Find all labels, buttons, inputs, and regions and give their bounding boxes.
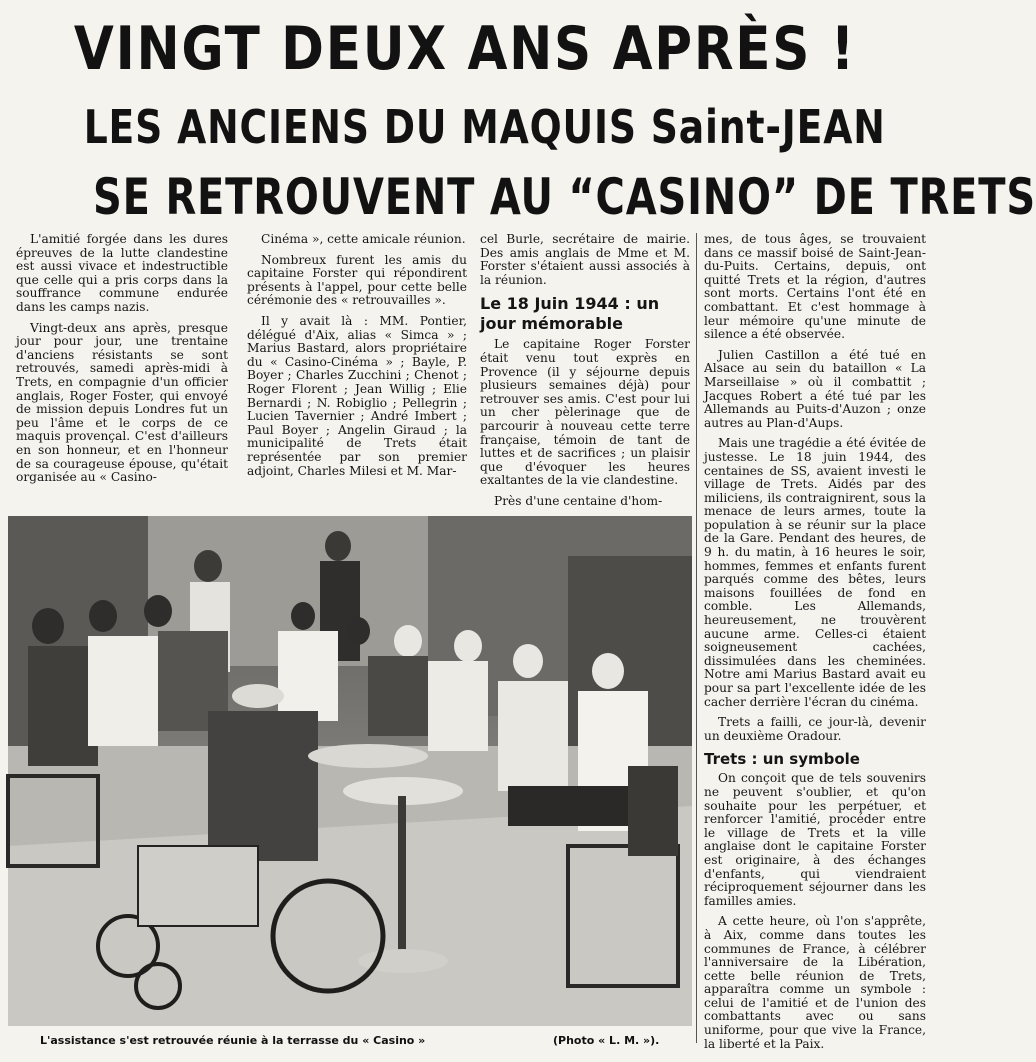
paragraph: On conçoit que de tels souvenirs ne peuvent s'oublier, et qu'on souhaite pour les perpétuer, et renforcer l'amitié, procéder entre le village de Trets et la ville anglaise dont le capitaine Forster est originaire, à des échanges d'enfants, qui viendraient réciproquement séjourner dans les familles amies. xyxy=(704,771,926,908)
paragraph: Le capitaine Roger Forster était venu tout exprès en Provence (il y séjourne depuis plusieurs semaines déjà) pour retrouver ses amis. C'est pour lui un cher pèlerinage que de parcourir à nouveau cette terre française, témoin de tant de luttes et de sacrifices ; un plaisir que d'évoquer les heures exaltantes de la vie clandestine. xyxy=(480,337,690,488)
photo-illustration xyxy=(8,516,692,1026)
paragraph: mes, de tous âges, se trouvaient dans ce massif boisé de Saint-Jean-du-Puits. Certains, depuis, ont quitté Trets et la région, d'autres sont morts. Certains l'ont été en combattant. Et c'est hommage à leur mémoire qu'une minute de silence a été observée. xyxy=(704,232,926,342)
article-column-1 xyxy=(16,233,228,492)
photo-credit: (Photo « L. M. »). xyxy=(553,1034,660,1047)
paragraph: Trets a failli, ce jour-là, devenir un deuxième Oradour. xyxy=(704,715,926,743)
section-heading: Trets : un symbole xyxy=(704,750,860,769)
headline-main: VINGT DEUX ANS APRÈS ! xyxy=(73,14,857,84)
paragraph: cel Burle, secrétaire de mairie. Des amis anglais de Mme et M. Forster s'étaient aussi associés à la réunion. xyxy=(480,232,690,287)
article-column-2 xyxy=(247,233,467,485)
article-column-4 xyxy=(704,233,926,1058)
paragraph: Nombreux furent les amis du capitaine Forster qui répondirent présents à l'appel, pour cette belle cérémonie des « retrouvailles ». xyxy=(247,252,467,308)
paragraph: Vingt-deux ans après, presque jour pour jour, une trentaine d'anciens résistants se sont retrouvés, samedi après-midi à Trets, en compagnie d'un officier anglais, Roger Foster, qui envoyé de mission depuis Londres fut un peu l'âme et le corps de ce maquis provençal. C'est d'ailleurs en son honneur, et en l'honneur de sa courageuse épouse, qu'était organisée au « Casino- xyxy=(16,320,228,485)
photo-caption xyxy=(40,1034,690,1047)
paragraph: Il y avait là : MM. Pontier, délégué d'Aix, alias « Simca » ; Marius Bastard, alors propriétaire du « Casino-Cinéma » ; Bayle, P. Boyer ; Charles Zucchini ; Chenot ; Roger Florent ; Jean Willig ; Elie Bernardi ; N. Robiglio ; Pellegrin ; Lucien Tavernier ; André Imbert ; Paul Boyer ; Angelin Giraud ; la municipalité de Trets était représentée par son premier adjoint, Charles Milesi et M. Mar- xyxy=(247,313,467,478)
paragraph: Cinéma », cette amicale réunion. xyxy=(261,232,466,246)
headline-subtitle: LES ANCIENS DU MAQUIS Saint-JEAN xyxy=(83,100,886,154)
article-column-3 xyxy=(480,233,690,516)
paragraph: Mais une tragédie a été évitée de justesse. Le 18 juin 1944, des centaines de SS, avaient investi le village de Trets. Aidés par des miliciens, ils contraignirent, sous la menace de leurs armes, toute la population à se réunir sur la place de la Gare. Pendant des heures, de 9 h. du matin, à 16 heures le soir, hommes, femmes et enfants furent parqués comme des bêtes, leurs maisons fouillées de fond en comble. Les Allemands, heureusement, ne trouvèrent aucune arme. Celles-ci étaient soigneusement cachées, dissimulées dans les cheminées. Notre ami Marius Bastard avait eu pour sa part l'excellente idée de les cacher derrière l'écran du cinéma. xyxy=(704,436,926,709)
column-divider xyxy=(696,233,697,1043)
headline-subtitle-2: SE RETROUVENT AU “CASINO” DE TRETS xyxy=(93,168,1036,226)
section-heading: Le 18 Juin 1944 : un jour mémorable xyxy=(480,294,660,334)
paragraph: Près d'une centaine d'hom- xyxy=(494,493,663,508)
paragraph: L'amitié forgée dans les dures épreuves de la lutte clandestine est aussi vivace et indestructible que celle qui a pris corps dans la souffrance commune endurée dans les camps nazis. xyxy=(16,232,228,314)
group-photo xyxy=(8,516,692,1026)
caption-text: L'assistance s'est retrouvée réunie à la terrasse du « Casino » xyxy=(40,1034,426,1047)
paragraph: Julien Castillon a été tué en Alsace au sein du bataillon « La Marseillaise » où il combattit ; Jacques Robert a été tué par les Allemands au Puits-d'Auzon ; onze autres au Plan-d'Aups. xyxy=(704,347,926,430)
paragraph: A cette heure, où l'on s'apprête, à Aix, comme dans toutes les communes de France, à célébrer l'anniversaire de la Libération, cette belle réunion de Trets, apparaîtra comme un symbole : celui de l'amitié et de l'union des combattants avec ou sans uniforme, pour que vive la France, la liberté et la Paix. xyxy=(704,914,926,1051)
